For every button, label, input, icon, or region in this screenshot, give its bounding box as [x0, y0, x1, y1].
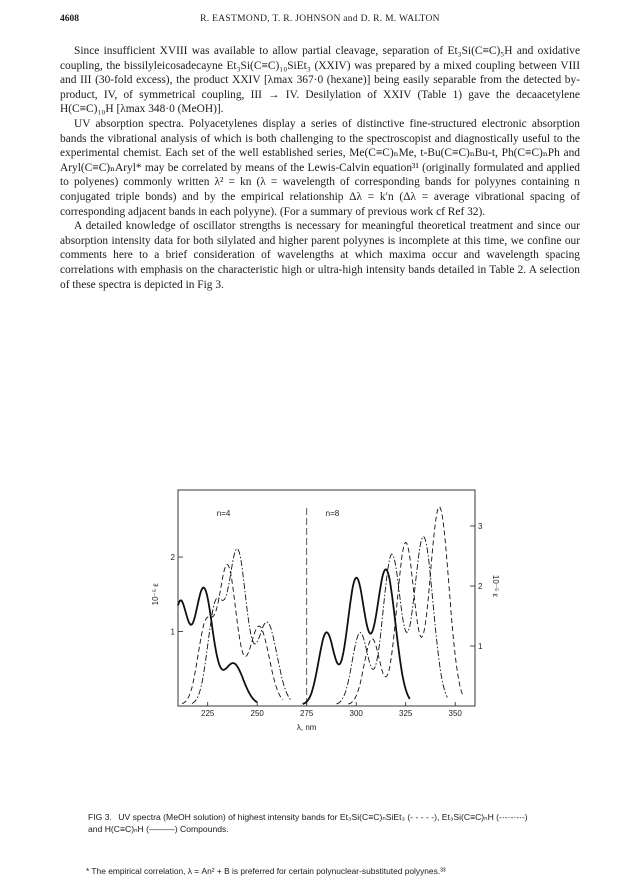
uv-spectra-chart: [151, 482, 500, 752]
x-axis-label: λ, nm: [296, 723, 317, 732]
chart-axes: [178, 508, 475, 706]
y-right-axis-label: 10⁻⁵ ε: [491, 574, 500, 598]
series-line-dashdot-right: [336, 537, 447, 705]
series-line-dash-left: [182, 565, 283, 704]
series-line-dash-right: [348, 507, 463, 704]
y-left-tick-label: 2: [170, 553, 175, 563]
chart-labels: [151, 509, 500, 732]
annotation-label: n=4: [216, 509, 231, 519]
y-left-tick-label: 1: [170, 627, 175, 637]
figure-caption: [88, 812, 528, 835]
x-tick-label: 350: [448, 709, 462, 718]
x-tick-label: 275: [300, 709, 314, 718]
page-number: 4608: [60, 14, 79, 24]
figure-uv-spectra: [151, 482, 500, 752]
running-head-authors: R. EASTMOND, T. R. JOHNSON and D. R. M. WALTON: [200, 14, 440, 24]
plot-frame: [178, 490, 475, 706]
figure-caption-text: UV spectra (MeOH solution) of highest intensity bands for Et₃Si(C≡C)ₙSiEt₃ (- - - - -), Et₃Si(C≡C)ₙH (-·-·-·-·-) and H(C≡C)ₙH (———) Compounds.: [88, 812, 528, 834]
footnote: * The empirical correlation, λ = An² + B is preferred for certain polynuclear-substituted polyynes.³³: [86, 866, 446, 876]
x-tick-label: 300: [349, 709, 363, 718]
series-line-dashdot-left: [192, 549, 291, 704]
paragraph-uv-spectra: UV absorption spectra. Polyacetylenes display a series of distinctive fine-structured electronic absorption bands the vibrational analysis of which is both challenging to the spectroscopist and diagnostically useful to the experimental chemist. Each set of the well established series, Me(C≡C)ₙMe, t-Bu(C≡C)ₙBu-t, Ph(C≡C)ₙPh and Aryl(C≡C)ₙAryl* may be correlated by means of the Lewis-Calvin equation³¹ (originally formulated and applied to polyenes) commonly written λ² = kn (λ = wavelength of corresponding bands for polyynes containing n conjugated triple bonds) and by the empirical relationship Δλ = k′n (Δλ = average vibrational spacing of corresponding adjacent bands in each polyyne). (For a summary of previous work cf Ref 32).: [60, 117, 580, 218]
x-tick-label: 325: [399, 709, 413, 718]
paragraph-oscillator: A detailed knowledge of oscillator strengths is necessary for meaningful theoretical treatment and since our absorption intensity data for both silylated and higher parent polyynes is incomplete at this time, we confine our comments here to a brief consideration of wavelengths at which maxima occur and wavelength spacing correlations with emphasis on the characteristic high or ultra-high intensity bands detailed in Table 2. A selection of these spectra is depicted in Fig 3.: [60, 220, 580, 291]
y-left-axis-label: 10⁻⁵ ε: [151, 583, 160, 606]
x-tick-label: 250: [250, 709, 264, 718]
running-head: [60, 14, 580, 30]
y-right-tick-label: 3: [478, 522, 483, 531]
annotation-label: n=8: [325, 509, 340, 519]
paragraph-synthesis: Since insufficient XVIII was available to allow partial cleavage, separation of Et₃Si(C≡C)₅H and oxidative coupling, the bissilyleicosadecayne Et₃Si(C≡C)₁₀SiEt₃ (XXIV) was prepared by a mixed coupling between VIII and III (30-fold excess), the product XXIV [λmax 367·0 (hexane)] being easily separable from the detected by-product, IV, of symmetrical coupling, III → IV. Desilylation of XXIV (Table 1) gave the decaacetylene H(C≡C)₁₀H [λmax 348·0 (MeOH)].: [60, 45, 580, 116]
y-right-tick-label: 1: [478, 642, 483, 651]
x-tick-label: 225: [201, 709, 215, 718]
figure-caption-label: FIG 3.: [88, 812, 112, 822]
article-body: [60, 44, 580, 292]
y-right-tick-label: 2: [478, 582, 483, 591]
chart-series: [178, 507, 463, 704]
series-line-solid-left: [178, 588, 257, 703]
